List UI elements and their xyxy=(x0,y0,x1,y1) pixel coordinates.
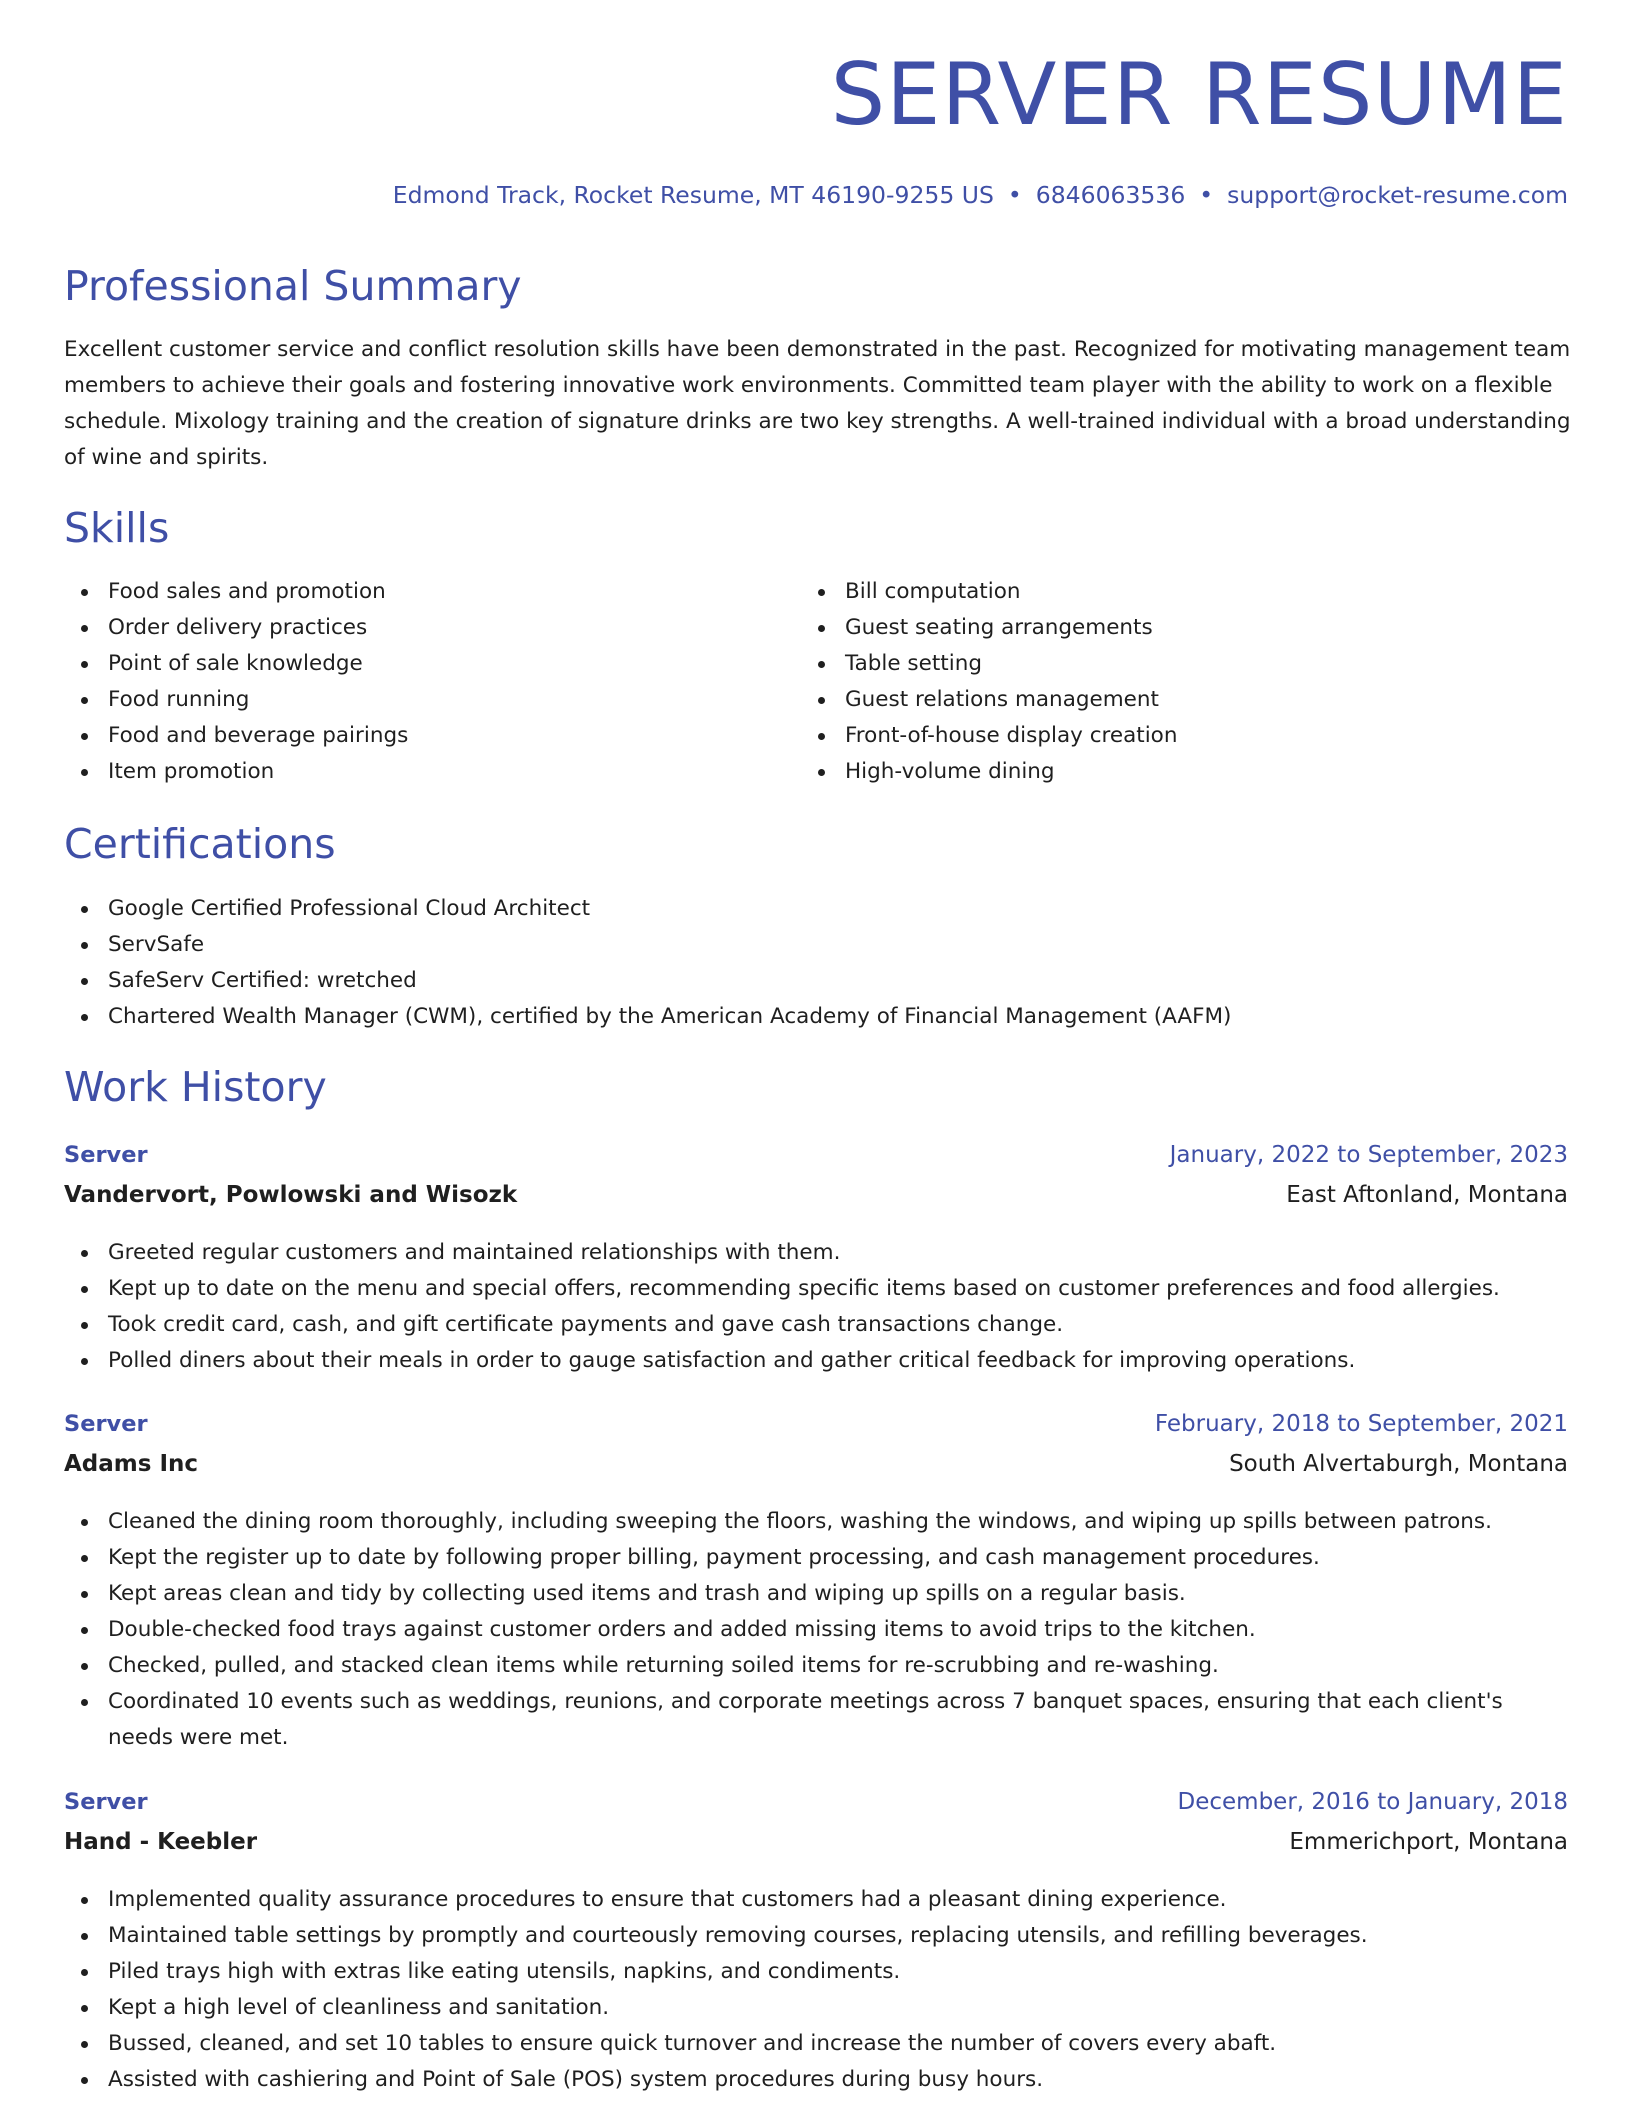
job-location: Emmerichport, Montana xyxy=(1289,1829,1568,1855)
job-company: Vandervort, Powlowski and Wisozk xyxy=(64,1182,518,1208)
job-bullet: Implemented quality assurance procedures to ensure that customers had a pleasant dining experience. xyxy=(64,1882,1574,1918)
job-title: Server xyxy=(64,1789,148,1815)
skills-heading: Skills xyxy=(64,504,170,552)
skill-item: Guest relations management xyxy=(801,682,1501,718)
job-bullets xyxy=(64,1882,1574,2098)
skill-item: Bill computation xyxy=(801,574,1501,610)
summary-text: Excellent customer service and conflict resolution skills have been demonstrated in the past. Recognized for motivating management team members to achieve their goals and fostering innovative work environments. Committed team player with the ability to work on a flexible schedule. Mixology training and the creation of signature drinks are two key strengths. A well-trained individual with a broad understanding of wine and spirits. xyxy=(64,337,1571,470)
job-dates: February, 2018 to September, 2021 xyxy=(1154,1411,1568,1437)
skill-item: Item promotion xyxy=(64,754,764,790)
job-bullet: Kept the register up to date by following proper billing, payment processing, and cash management procedures. xyxy=(64,1540,1574,1576)
job-location: South Alvertaburgh, Montana xyxy=(1229,1451,1568,1477)
certification-item: Google Certified Professional Cloud Architect xyxy=(64,891,1574,927)
job-company: Hand - Keebler xyxy=(64,1829,258,1855)
skill-item: Guest seating arrangements xyxy=(801,610,1501,646)
skill-item: Food and beverage pairings xyxy=(64,718,764,754)
job-bullet: Coordinated 10 events such as weddings, reunions, and corporate meetings across 7 banquet spaces, ensuring that each client's needs were met. xyxy=(64,1684,1574,1756)
contact-phone: 6846063536 xyxy=(1035,181,1186,209)
job-bullet: Kept up to date on the menu and special offers, recommending specific items based on customer preferences and food allergies. xyxy=(64,1271,1574,1307)
job-dates: December, 2016 to January, 2018 xyxy=(1177,1789,1568,1815)
job-bullet: Greeted regular customers and maintained relationships with them. xyxy=(64,1235,1574,1271)
certification-item: SafeServ Certified: wretched xyxy=(64,963,1574,999)
certification-item: Chartered Wealth Manager (CWM), certified by the American Academy of Financial Management (AAFM) xyxy=(64,999,1574,1035)
skill-item: Food sales and promotion xyxy=(64,574,764,610)
summary-heading: Professional Summary xyxy=(64,262,522,310)
job-bullet: Kept a high level of cleanliness and sanitation. xyxy=(64,1990,1574,2026)
resume-title: SERVER RESUME xyxy=(830,45,1568,145)
contact-line xyxy=(393,181,1568,209)
job-bullet: Piled trays high with extras like eating utensils, napkins, and condiments. xyxy=(64,1954,1574,1990)
contact-separator: • xyxy=(1199,181,1214,209)
job-bullets xyxy=(64,1504,1574,1756)
job-title: Server xyxy=(64,1142,148,1168)
job-bullet: Polled diners about their meals in order to gauge satisfaction and gather critical feedback for improving operations. xyxy=(64,1343,1574,1379)
skill-item: Point of sale knowledge xyxy=(64,646,764,682)
skills-list-right xyxy=(801,574,1501,790)
job-bullet: Kept areas clean and tidy by collecting used items and trash and wiping up spills on a regular basis. xyxy=(64,1576,1574,1612)
contact-email: support@rocket-resume.com xyxy=(1227,181,1568,209)
contact-address: Edmond Track, Rocket Resume, MT 46190-9255 US xyxy=(392,181,994,209)
job-title: Server xyxy=(64,1411,148,1437)
job-bullets xyxy=(64,1235,1574,1379)
job-bullet: Assisted with cashiering and Point of Sale (POS) system procedures during busy hours. xyxy=(64,2062,1574,2098)
job-bullet: Bussed, cleaned, and set 10 tables to ensure quick turnover and increase the number of covers every abaft. xyxy=(64,2026,1574,2062)
skill-item: Table setting xyxy=(801,646,1501,682)
contact-separator: • xyxy=(1007,181,1022,209)
skill-item: Food running xyxy=(64,682,764,718)
skill-item: High-volume dining xyxy=(801,754,1501,790)
job-bullet: Double-checked food trays against customer orders and added missing items to avoid trips to the kitchen. xyxy=(64,1612,1574,1648)
job-bullet: Took credit card, cash, and gift certificate payments and gave cash transactions change. xyxy=(64,1307,1574,1343)
certifications-heading: Certifications xyxy=(64,820,336,868)
job-bullet: Maintained table settings by promptly and courteously removing courses, replacing utensils, and refilling beverages. xyxy=(64,1918,1574,1954)
certifications-list xyxy=(64,891,1574,1035)
certification-item: ServSafe xyxy=(64,927,1574,963)
job-location: East Aftonland, Montana xyxy=(1286,1182,1568,1208)
skill-item: Front-of-house display creation xyxy=(801,718,1501,754)
skills-list-left xyxy=(64,574,764,790)
job-bullet: Checked, pulled, and stacked clean items while returning soiled items for re-scrubbing and re-washing. xyxy=(64,1648,1574,1684)
work-history-heading: Work History xyxy=(64,1063,327,1111)
job-company: Adams Inc xyxy=(64,1451,199,1477)
skill-item: Order delivery practices xyxy=(64,610,764,646)
job-bullet: Cleaned the dining room thoroughly, including sweeping the floors, washing the windows, and wiping up spills between patrons. xyxy=(64,1504,1574,1540)
job-dates: January, 2022 to September, 2023 xyxy=(1169,1142,1568,1168)
